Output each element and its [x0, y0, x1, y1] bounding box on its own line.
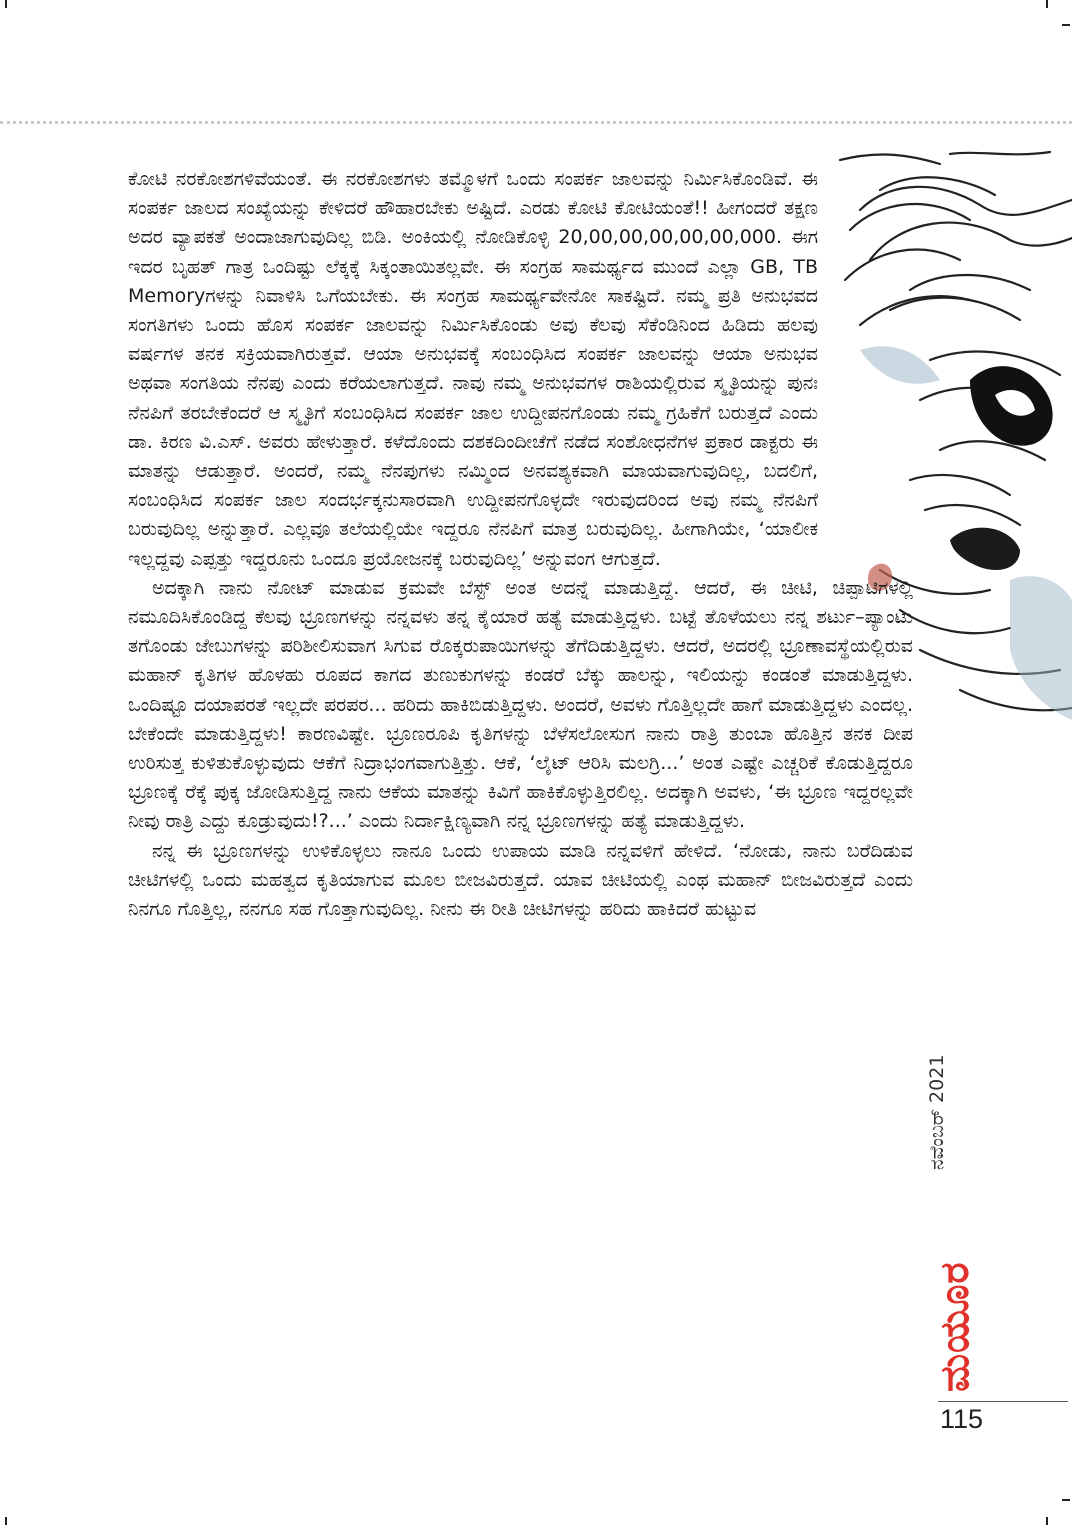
article-body	[128, 165, 913, 924]
issue-date: ನವೆಂಬರ್ 2021	[926, 1054, 948, 1170]
article-paragraph-1: ಕೋಟಿ ನರಕೋಶಗಳಿವೆಯಂತೆ. ಈ ನರಕೋಶಗಳು ತಮ್ಮೊಳಗೆ ಒಂದು ಸಂಪರ್ಕ ಜಾಲವನ್ನು ನಿರ್ಮಿಸಿಕೊಂಡಿವೆ. ಈ ಸಂಪರ್ಕ ಜಾಲದ ಸಂಖ್ಯೆಯನ್ನು ಕೇಳಿದರೆ ಹೌಹಾರಬೇಕು ಅಷ್ಟಿದೆ. ಎರಡು ಕೋಟಿ ಕೋಟಿಯಂತೆ!! ಹೀಗಂದರೆ ತಕ್ಷಣ ಅದರ ವ್ಯಾಪಕತೆ ಅಂದಾಜಾಗುವುದಿಲ್ಲ ಬಿಡಿ. ಅಂಕಿಯಲ್ಲಿ ನೋಡಿಕೊಳ್ಳಿ 20,00,00,00,00,00,000. ಈಗ ಇದರ ಬೃಹತ್ ಗಾತ್ರ ಒಂದಿಷ್ಟು ಲೆಕ್ಕಕ್ಕೆ ಸಿಕ್ಕಂತಾಯಿತಲ್ಲವೇ. ಈ ಸಂಗ್ರಹ ಸಾಮರ್ಥ್ಯದ ಮುಂದೆ ಎಲ್ಲಾ GB, TB Memoryಗಳನ್ನು ನಿವಾಳಿಸಿ ಒಗೆಯಬೇಕು. ಈ ಸಂಗ್ರಹ ಸಾಮರ್ಥ್ಯವೇನೋ ಸಾಕಷ್ಟಿದೆ. ನಮ್ಮ ಪ್ರತಿ ಅನುಭವದ ಸಂಗತಿಗಳು ಒಂದು ಹೊಸ ಸಂಪರ್ಕ ಜಾಲವನ್ನು ನಿರ್ಮಿಸಿಕೊಂಡು ಅವು ಕೆಲವು ಸೆಕೆಂಡಿನಿಂದ ಹಿಡಿದು ಹಲವು ವರ್ಷಗಳ ತನಕ ಸಕ್ರಿಯವಾಗಿರುತ್ತವೆ. ಆಯಾ ಅನುಭವಕ್ಕೆ ಸಂಬಂಧಿಸಿದ ಸಂಪರ್ಕ ಜಾಲವನ್ನು ಆಯಾ ಅನುಭವ ಅಥವಾ ಸಂಗತಿಯ ನೆನಪು ಎಂದು ಕರೆಯಲಾಗುತ್ತದೆ. ನಾವು ನಮ್ಮ ಅನುಭವಗಳ ರಾಶಿಯಲ್ಲಿರುವ ಸ್ಮೃತಿಯನ್ನು ಪುನಃ ನೆನಪಿಗೆ ತರಬೇಕೆಂದರೆ ಆ ಸ್ಮೃತಿಗೆ ಸಂಬಂಧಿಸಿದ ಸಂಪರ್ಕ ಜಾಲ ಉದ್ದೀಪನಗೊಂಡು ನಮ್ಮ ಗ್ರಹಿಕೆಗೆ ಬರುತ್ತದೆ ಎಂದು ಡಾ. ಕಿರಣ ವಿ.ಎಸ್. ಅವರು ಹೇಳುತ್ತಾರೆ. ಕಳೆದೊಂದು ದಶಕದಿಂದೀಚೆಗೆ ನಡೆದ ಸಂಶೋಧನೆಗಳ ಪ್ರಕಾರ ಡಾಕ್ಟರು ಈ ಮಾತನ್ನು ಆಡುತ್ತಾರೆ. ಅಂದರೆ, ನಮ್ಮ ನೆನಪುಗಳು ನಮ್ಮಿಂದ ಅನವಶ್ಯಕವಾಗಿ ಮಾಯವಾಗುವುದಿಲ್ಲ, ಬದಲಿಗೆ, ಸಂಬಂಧಿಸಿದ ಸಂಪರ್ಕ ಜಾಲ ಸಂದರ್ಭಕ್ಕನುಸಾರವಾಗಿ ಉದ್ದೀಪನಗೊಳ್ಳದೇ ಇರುವುದರಿಂದ ಅವು ನಮ್ಮ ನೆನಪಿಗೆ ಬರುವುದಿಲ್ಲ ಅನ್ನುತ್ತಾರೆ. ಎಲ್ಲವೂ ತಲೆಯಲ್ಲಿಯೇ ಇದ್ದರೂ ನೆನಪಿಗೆ ಮಾತ್ರ ಬರುವುದಿಲ್ಲ. ಹೀಗಾಗಿಯೇ, ‘ಯಾಲೀಕ ಇಲ್ಲದ್ದವು ಎಪ್ಪತ್ತು ಇದ್ದರೂನು ಒಂದೂ ಪ್ರಯೋಜನಕ್ಕೆ ಬರುವುದಿಲ್ಲ’ ಅನ್ನುವಂಗ ಆಗುತ್ತದೆ.	[128, 168, 818, 570]
crop-mark-top-right-tick	[1062, 24, 1070, 26]
crop-mark-top-right	[1046, 0, 1048, 8]
crop-mark-top-left	[5, 0, 7, 8]
article-paragraph-2: ಅದಕ್ಕಾಗಿ ನಾನು ನೋಟ್ ಮಾಡುವ ಕ್ರಮವೇ ಬೆಸ್ಟ್ ಅಂತ ಅದನ್ನೆ ಮಾಡುತ್ತಿದ್ದೆ. ಆದರೆ, ಈ ಚೀಟಿ, ಚಿಪ್ಪಾಟಿಗಳಲ್ಲಿ ನಮೂದಿಸಿಕೊಂಡಿದ್ದ ಕೆಲವು ಭ್ರೂಣಗಳನ್ನು ನನ್ನವಳು ತನ್ನ ಕೈಯಾರೆ ಹತ್ಯೆ ಮಾಡುತ್ತಿದ್ದಳು. ಬಟ್ಟೆ ತೊಳೆಯಲು ನನ್ನ ಶರ್ಟು–ಪ್ಯಾಂಟು ತಗೊಂಡು ಜೇಬುಗಳನ್ನು ಪರಿಶೀಲಿಸುವಾಗ ಸಿಗುವ ರೊಕ್ಕರುಪಾಯಿಗಳನ್ನು ತೆಗೆದಿಡುತ್ತಿದ್ದಳು. ಆದರೆ, ಅದರಲ್ಲಿ ಭ್ರೂಣಾವಸ್ಥೆಯಲ್ಲಿರುವ ಮಹಾನ್ ಕೃತಿಗಳ ಹೊಳಹು ರೂಪದ ಕಾಗದ ತುಣುಕುಗಳನ್ನು ಕಂಡರೆ ಬೆಕ್ಕು ಹಾಲನ್ನು, ಇಲಿಯನ್ನು ಕಂಡಂತೆ ಮಾಡುತ್ತಿದ್ದಳು. ಒಂದಿಷ್ಟೂ ದಯಾಪರತೆ ಇಲ್ಲದೇ ಪರಪರ... ಹರಿದು ಹಾಕಿಬಿಡುತ್ತಿದ್ದಳು. ಅಂದರೆ, ಅವಳು ಗೊತ್ತಿಲ್ಲದೇ ಹಾಗೆ ಮಾಡುತ್ತಿದ್ದಳು ಎಂದಲ್ಲ. ಬೇಕೆಂದೇ ಮಾಡುತ್ತಿದ್ದಳು! ಕಾರಣವಿಷ್ಟೇ. ಭ್ರೂಣರೂಪಿ ಕೃತಿಗಳನ್ನು ಬೆಳೆಸಲೋಸುಗ ನಾನು ರಾತ್ರಿ ತುಂಬಾ ಹೊತ್ತಿನ ತನಕ ದೀಪ ಉರಿಸುತ್ತ ಕುಳಿತುಕೊಳ್ಳುವುದು ಆಕೆಗೆ ನಿದ್ರಾಭಂಗವಾಗುತ್ತಿತ್ತು. ಆಕೆ, ‘ಲೈಟ್ ಆರಿಸಿ ಮಲಗ್ರಿ...’ ಅಂತ ಎಷ್ಟೇ ಎಚ್ಚರಿಕೆ ಕೊಡುತ್ತಿದ್ದರೂ ಭ್ರೂಣಕ್ಕೆ ರೆಕ್ಕೆ ಪುಕ್ಕ ಜೋಡಿಸುತ್ತಿದ್ದ ನಾನು ಆಕೆಯ ಮಾತನ್ನು ಕಿವಿಗೆ ಹಾಕಿಕೊಳ್ಳುತ್ತಿರಲಿಲ್ಲ. ಅದಕ್ಕಾಗಿ ಅವಳು, ‘ಈ ಭ್ರೂಣ ಇದ್ದರಲ್ಲವೇ ನೀವು ರಾತ್ರಿ ಎದ್ದು ಕೂಡ್ರುವುದು!?...’ ಎಂದು ನಿರ್ದಾಕ್ಷಿಣ್ಯವಾಗಿ ನನ್ನ ಭ್ರೂಣಗಳನ್ನು ಹತ್ಯೆ ಮಾಡುತ್ತಿದ್ದಳು.	[128, 576, 913, 833]
header-dotted-rule	[0, 121, 1072, 124]
magazine-masthead: ಮಯೂರ	[932, 1261, 978, 1392]
crop-mark-bottom-right-tick	[1062, 1499, 1070, 1501]
article-paragraph-3: ನನ್ನ ಈ ಭ್ರೂಣಗಳನ್ನು ಉಳಿಕೊಳ್ಳಲು ನಾನೂ ಒಂದು ಉಪಾಯ ಮಾಡಿ ನನ್ನವಳಿಗೆ ಹೇಳಿದೆ. ‘ನೋಡು, ನಾನು ಬರೆದಿಡುವ ಚೀಟಿಗಳಲ್ಲಿ ಒಂದು ಮಹತ್ವದ ಕೃತಿಯಾಗುವ ಮೂಲ ಬೀಜವಿರುತ್ತದೆ. ಯಾವ ಚೀಟಿಯಲ್ಲಿ ಎಂಥ ಮಹಾನ್ ಬೀಜವಿರುತ್ತದೆ ಎಂದು ನಿನಗೂ ಗೊತ್ತಿಲ್ಲ, ನನಗೂ ಸಹ ಗೊತ್ತಾಗುವುದಿಲ್ಲ. ನೀನು ಈ ರೀತಿ ಚೀಟಿಗಳನ್ನು ಹರಿದು ಹಾಕಿದರೆ ಹುಟ್ಟುವ	[128, 839, 913, 921]
crop-mark-bottom-right	[1046, 1517, 1048, 1525]
page-number-rule	[938, 1401, 1068, 1402]
page-number: 115	[940, 1404, 984, 1434]
crop-mark-bottom-left	[5, 1517, 7, 1525]
